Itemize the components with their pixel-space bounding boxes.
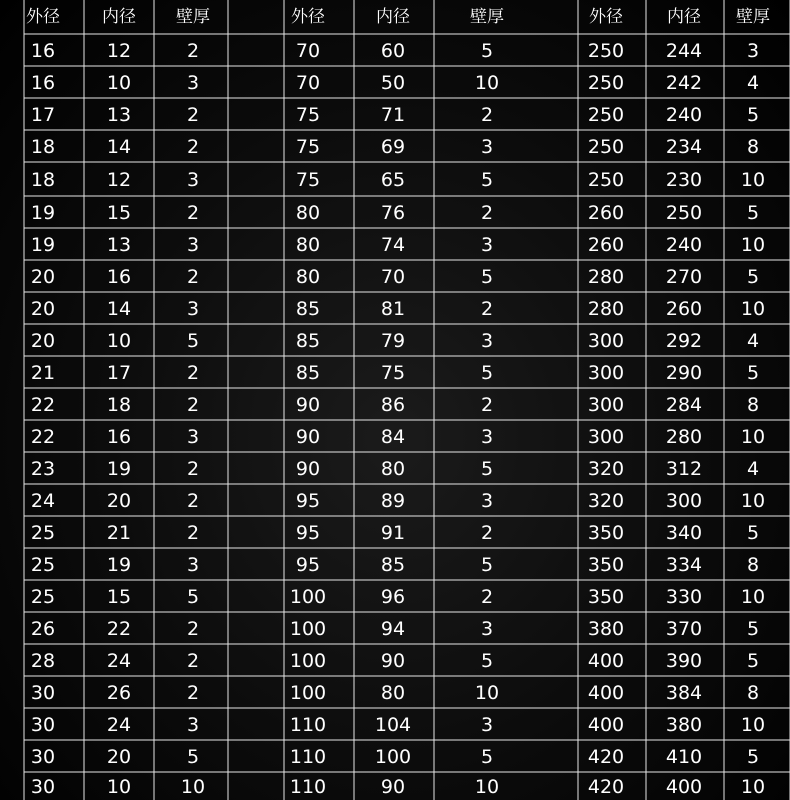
cell-inner-diameter: 410 — [665, 746, 703, 768]
cell-inner-diameter: 81 — [380, 298, 406, 320]
cell-inner-diameter: 234 — [665, 136, 703, 158]
cell-outer-diameter: 400 — [587, 714, 625, 736]
cell-inner-diameter: 400 — [665, 776, 703, 798]
cell-outer-diameter: 25 — [30, 586, 56, 608]
cell-inner-diameter: 65 — [380, 169, 406, 191]
cell-inner-diameter: 340 — [665, 522, 703, 544]
cell-inner-diameter: 18 — [106, 394, 132, 416]
cell-outer-diameter: 250 — [587, 104, 625, 126]
cell-outer-diameter: 30 — [30, 776, 56, 798]
cell-wall-thickness: 3 — [186, 298, 200, 320]
cell-outer-diameter: 18 — [30, 136, 56, 158]
cell-wall-thickness: 5 — [480, 169, 494, 191]
cell-wall-thickness: 2 — [186, 362, 200, 384]
cell-outer-diameter: 90 — [295, 394, 321, 416]
cell-wall-thickness: 5 — [480, 458, 494, 480]
cell-inner-diameter: 21 — [106, 522, 132, 544]
cell-inner-diameter: 300 — [665, 490, 703, 512]
cell-wall-thickness: 4 — [746, 72, 760, 94]
cell-inner-diameter: 370 — [665, 618, 703, 640]
cell-outer-diameter: 70 — [295, 40, 321, 62]
cell-wall-thickness: 10 — [740, 234, 766, 256]
cell-wall-thickness: 5 — [480, 266, 494, 288]
cell-outer-diameter: 28 — [30, 650, 56, 672]
cell-outer-diameter: 80 — [295, 266, 321, 288]
cell-inner-diameter: 24 — [106, 714, 132, 736]
cell-inner-diameter: 290 — [665, 362, 703, 384]
cell-wall-thickness: 5 — [746, 362, 760, 384]
cell-wall-thickness: 10 — [740, 714, 766, 736]
cell-outer-diameter: 350 — [587, 522, 625, 544]
cell-wall-thickness: 5 — [746, 104, 760, 126]
cell-outer-diameter: 25 — [30, 554, 56, 576]
cell-wall-thickness: 8 — [746, 394, 760, 416]
cell-outer-diameter: 18 — [30, 169, 56, 191]
cell-outer-diameter: 100 — [289, 650, 327, 672]
cell-wall-thickness: 5 — [186, 586, 200, 608]
cell-outer-diameter: 90 — [295, 426, 321, 448]
cell-wall-thickness: 3 — [480, 714, 494, 736]
cell-inner-diameter: 16 — [106, 426, 132, 448]
cell-inner-diameter: 240 — [665, 234, 703, 256]
cell-outer-diameter: 95 — [295, 490, 321, 512]
cell-outer-diameter: 320 — [587, 458, 625, 480]
cell-wall-thickness: 3 — [186, 554, 200, 576]
cell-inner-diameter: 20 — [106, 746, 132, 768]
cell-outer-diameter: 30 — [30, 746, 56, 768]
cell-wall-thickness: 10 — [740, 298, 766, 320]
cell-outer-diameter: 26 — [30, 618, 56, 640]
cell-wall-thickness: 5 — [186, 330, 200, 352]
cell-inner-diameter: 260 — [665, 298, 703, 320]
cell-wall-thickness: 5 — [480, 362, 494, 384]
cell-inner-diameter: 15 — [106, 586, 132, 608]
cell-outer-diameter: 420 — [587, 746, 625, 768]
cell-outer-diameter: 350 — [587, 554, 625, 576]
header-wall-thickness: 壁厚 — [470, 7, 504, 27]
cell-inner-diameter: 84 — [380, 426, 406, 448]
cell-inner-diameter: 230 — [665, 169, 703, 191]
cell-inner-diameter: 74 — [380, 234, 406, 256]
cell-wall-thickness: 2 — [186, 682, 200, 704]
cell-wall-thickness: 2 — [480, 394, 494, 416]
cell-outer-diameter: 110 — [289, 746, 327, 768]
cell-wall-thickness: 2 — [186, 458, 200, 480]
cell-inner-diameter: 80 — [380, 682, 406, 704]
cell-outer-diameter: 250 — [587, 136, 625, 158]
cell-inner-diameter: 90 — [380, 650, 406, 672]
cell-outer-diameter: 80 — [295, 234, 321, 256]
cell-inner-diameter: 292 — [665, 330, 703, 352]
cell-wall-thickness: 2 — [480, 202, 494, 224]
cell-outer-diameter: 90 — [295, 458, 321, 480]
cell-outer-diameter: 75 — [295, 136, 321, 158]
cell-outer-diameter: 21 — [30, 362, 56, 384]
cell-inner-diameter: 76 — [380, 202, 406, 224]
cell-wall-thickness: 5 — [746, 266, 760, 288]
cell-inner-diameter: 330 — [665, 586, 703, 608]
cell-inner-diameter: 10 — [106, 776, 132, 798]
cell-outer-diameter: 20 — [30, 298, 56, 320]
cell-wall-thickness: 3 — [186, 72, 200, 94]
cell-wall-thickness: 4 — [746, 458, 760, 480]
cell-outer-diameter: 85 — [295, 298, 321, 320]
cell-inner-diameter: 89 — [380, 490, 406, 512]
cell-outer-diameter: 75 — [295, 169, 321, 191]
cell-inner-diameter: 284 — [665, 394, 703, 416]
cell-inner-diameter: 384 — [665, 682, 703, 704]
cell-outer-diameter: 250 — [587, 40, 625, 62]
cell-wall-thickness: 8 — [746, 554, 760, 576]
cell-outer-diameter: 30 — [30, 714, 56, 736]
cell-wall-thickness: 5 — [480, 650, 494, 672]
cell-wall-thickness: 3 — [480, 490, 494, 512]
cell-outer-diameter: 400 — [587, 650, 625, 672]
cell-wall-thickness: 10 — [180, 776, 206, 798]
cell-inner-diameter: 79 — [380, 330, 406, 352]
cell-outer-diameter: 300 — [587, 394, 625, 416]
cell-outer-diameter: 80 — [295, 202, 321, 224]
cell-outer-diameter: 280 — [587, 298, 625, 320]
cell-wall-thickness: 10 — [474, 72, 500, 94]
cell-inner-diameter: 270 — [665, 266, 703, 288]
cell-outer-diameter: 24 — [30, 490, 56, 512]
cell-wall-thickness: 3 — [746, 40, 760, 62]
cell-wall-thickness: 4 — [746, 330, 760, 352]
cell-wall-thickness: 3 — [480, 426, 494, 448]
cell-wall-thickness: 2 — [480, 104, 494, 126]
cell-inner-diameter: 334 — [665, 554, 703, 576]
cell-inner-diameter: 242 — [665, 72, 703, 94]
cell-inner-diameter: 13 — [106, 234, 132, 256]
cell-inner-diameter: 26 — [106, 682, 132, 704]
cell-wall-thickness: 2 — [480, 586, 494, 608]
cell-inner-diameter: 380 — [665, 714, 703, 736]
cell-wall-thickness: 3 — [186, 169, 200, 191]
cell-inner-diameter: 19 — [106, 554, 132, 576]
cell-outer-diameter: 300 — [587, 362, 625, 384]
cell-wall-thickness: 2 — [186, 490, 200, 512]
cell-wall-thickness: 5 — [746, 746, 760, 768]
header-inner-diameter: 内径 — [376, 7, 410, 27]
cell-inner-diameter: 250 — [665, 202, 703, 224]
cell-wall-thickness: 2 — [186, 202, 200, 224]
cell-wall-thickness: 5 — [746, 650, 760, 672]
cell-outer-diameter: 100 — [289, 618, 327, 640]
cell-inner-diameter: 390 — [665, 650, 703, 672]
cell-outer-diameter: 260 — [587, 202, 625, 224]
cell-outer-diameter: 20 — [30, 330, 56, 352]
cell-outer-diameter: 420 — [587, 776, 625, 798]
cell-inner-diameter: 10 — [106, 72, 132, 94]
cell-inner-diameter: 22 — [106, 618, 132, 640]
cell-wall-thickness: 5 — [480, 746, 494, 768]
cell-wall-thickness: 5 — [746, 522, 760, 544]
cell-outer-diameter: 30 — [30, 682, 56, 704]
cell-wall-thickness: 5 — [480, 554, 494, 576]
cell-outer-diameter: 320 — [587, 490, 625, 512]
cell-wall-thickness: 3 — [186, 714, 200, 736]
cell-inner-diameter: 71 — [380, 104, 406, 126]
cell-inner-diameter: 24 — [106, 650, 132, 672]
cell-wall-thickness: 2 — [186, 394, 200, 416]
cell-inner-diameter: 80 — [380, 458, 406, 480]
cell-outer-diameter: 350 — [587, 586, 625, 608]
cell-outer-diameter: 250 — [587, 169, 625, 191]
cell-inner-diameter: 96 — [380, 586, 406, 608]
cell-wall-thickness: 10 — [474, 682, 500, 704]
cell-wall-thickness: 10 — [740, 586, 766, 608]
cell-wall-thickness: 5 — [186, 746, 200, 768]
cell-outer-diameter: 110 — [289, 776, 327, 798]
header-wall-thickness: 壁厚 — [736, 7, 770, 27]
cell-inner-diameter: 14 — [106, 298, 132, 320]
cell-inner-diameter: 17 — [106, 362, 132, 384]
cell-inner-diameter: 60 — [380, 40, 406, 62]
cell-inner-diameter: 19 — [106, 458, 132, 480]
cell-inner-diameter: 312 — [665, 458, 703, 480]
cell-wall-thickness: 5 — [746, 202, 760, 224]
cell-outer-diameter: 250 — [587, 72, 625, 94]
cell-inner-diameter: 15 — [106, 202, 132, 224]
cell-wall-thickness: 3 — [480, 234, 494, 256]
cell-inner-diameter: 75 — [380, 362, 406, 384]
header-inner-diameter: 内径 — [102, 7, 136, 27]
cell-inner-diameter: 13 — [106, 104, 132, 126]
header-wall-thickness: 壁厚 — [176, 7, 210, 27]
cell-wall-thickness: 2 — [186, 618, 200, 640]
cell-wall-thickness: 8 — [746, 682, 760, 704]
cell-inner-diameter: 94 — [380, 618, 406, 640]
cell-outer-diameter: 70 — [295, 72, 321, 94]
cell-outer-diameter: 85 — [295, 362, 321, 384]
cell-outer-diameter: 75 — [295, 104, 321, 126]
cell-outer-diameter: 22 — [30, 394, 56, 416]
cell-wall-thickness: 5 — [746, 618, 760, 640]
cell-outer-diameter: 16 — [30, 72, 56, 94]
cell-outer-diameter: 110 — [289, 714, 327, 736]
cell-outer-diameter: 23 — [30, 458, 56, 480]
cell-inner-diameter: 240 — [665, 104, 703, 126]
cell-inner-diameter: 280 — [665, 426, 703, 448]
cell-outer-diameter: 85 — [295, 330, 321, 352]
cell-outer-diameter: 400 — [587, 682, 625, 704]
cell-inner-diameter: 100 — [374, 746, 412, 768]
cell-outer-diameter: 19 — [30, 202, 56, 224]
cell-wall-thickness: 3 — [186, 234, 200, 256]
cell-inner-diameter: 90 — [380, 776, 406, 798]
cell-inner-diameter: 244 — [665, 40, 703, 62]
cell-wall-thickness: 2 — [186, 136, 200, 158]
cell-wall-thickness: 3 — [480, 136, 494, 158]
cell-inner-diameter: 10 — [106, 330, 132, 352]
cell-outer-diameter: 100 — [289, 682, 327, 704]
cell-outer-diameter: 20 — [30, 266, 56, 288]
cell-outer-diameter: 25 — [30, 522, 56, 544]
cell-outer-diameter: 22 — [30, 426, 56, 448]
cell-wall-thickness: 10 — [740, 169, 766, 191]
cell-wall-thickness: 10 — [740, 426, 766, 448]
cell-wall-thickness: 5 — [480, 40, 494, 62]
cell-wall-thickness: 2 — [186, 522, 200, 544]
cell-inner-diameter: 104 — [374, 714, 412, 736]
cell-wall-thickness: 2 — [186, 104, 200, 126]
cell-outer-diameter: 300 — [587, 426, 625, 448]
cell-wall-thickness: 2 — [186, 266, 200, 288]
cell-outer-diameter: 260 — [587, 234, 625, 256]
cell-wall-thickness: 3 — [480, 618, 494, 640]
cell-wall-thickness: 10 — [740, 490, 766, 512]
cell-wall-thickness: 2 — [480, 522, 494, 544]
cell-inner-diameter: 14 — [106, 136, 132, 158]
cell-outer-diameter: 95 — [295, 554, 321, 576]
cell-inner-diameter: 20 — [106, 490, 132, 512]
cell-outer-diameter: 95 — [295, 522, 321, 544]
cell-inner-diameter: 16 — [106, 266, 132, 288]
cell-wall-thickness: 3 — [480, 330, 494, 352]
header-outer-diameter: 外径 — [589, 7, 623, 27]
cell-outer-diameter: 280 — [587, 266, 625, 288]
cell-outer-diameter: 16 — [30, 40, 56, 62]
cell-texts — [26, 7, 770, 798]
cell-wall-thickness: 2 — [186, 40, 200, 62]
cell-wall-thickness: 3 — [186, 426, 200, 448]
cell-outer-diameter: 100 — [289, 586, 327, 608]
cell-inner-diameter: 86 — [380, 394, 406, 416]
cell-wall-thickness: 10 — [474, 776, 500, 798]
cell-wall-thickness: 8 — [746, 136, 760, 158]
cell-outer-diameter: 17 — [30, 104, 56, 126]
header-outer-diameter: 外径 — [291, 7, 325, 27]
cell-outer-diameter: 300 — [587, 330, 625, 352]
cell-inner-diameter: 91 — [380, 522, 406, 544]
cell-inner-diameter: 50 — [380, 72, 406, 94]
cell-inner-diameter: 70 — [380, 266, 406, 288]
cell-outer-diameter: 380 — [587, 618, 625, 640]
header-inner-diameter: 内径 — [667, 7, 701, 27]
header-outer-diameter: 外径 — [26, 7, 60, 27]
cell-inner-diameter: 85 — [380, 554, 406, 576]
cell-inner-diameter: 12 — [106, 169, 132, 191]
cell-outer-diameter: 19 — [30, 234, 56, 256]
cell-wall-thickness: 2 — [186, 650, 200, 672]
cell-wall-thickness: 10 — [740, 776, 766, 798]
cell-inner-diameter: 69 — [380, 136, 406, 158]
cell-wall-thickness: 2 — [480, 298, 494, 320]
cell-inner-diameter: 12 — [106, 40, 132, 62]
